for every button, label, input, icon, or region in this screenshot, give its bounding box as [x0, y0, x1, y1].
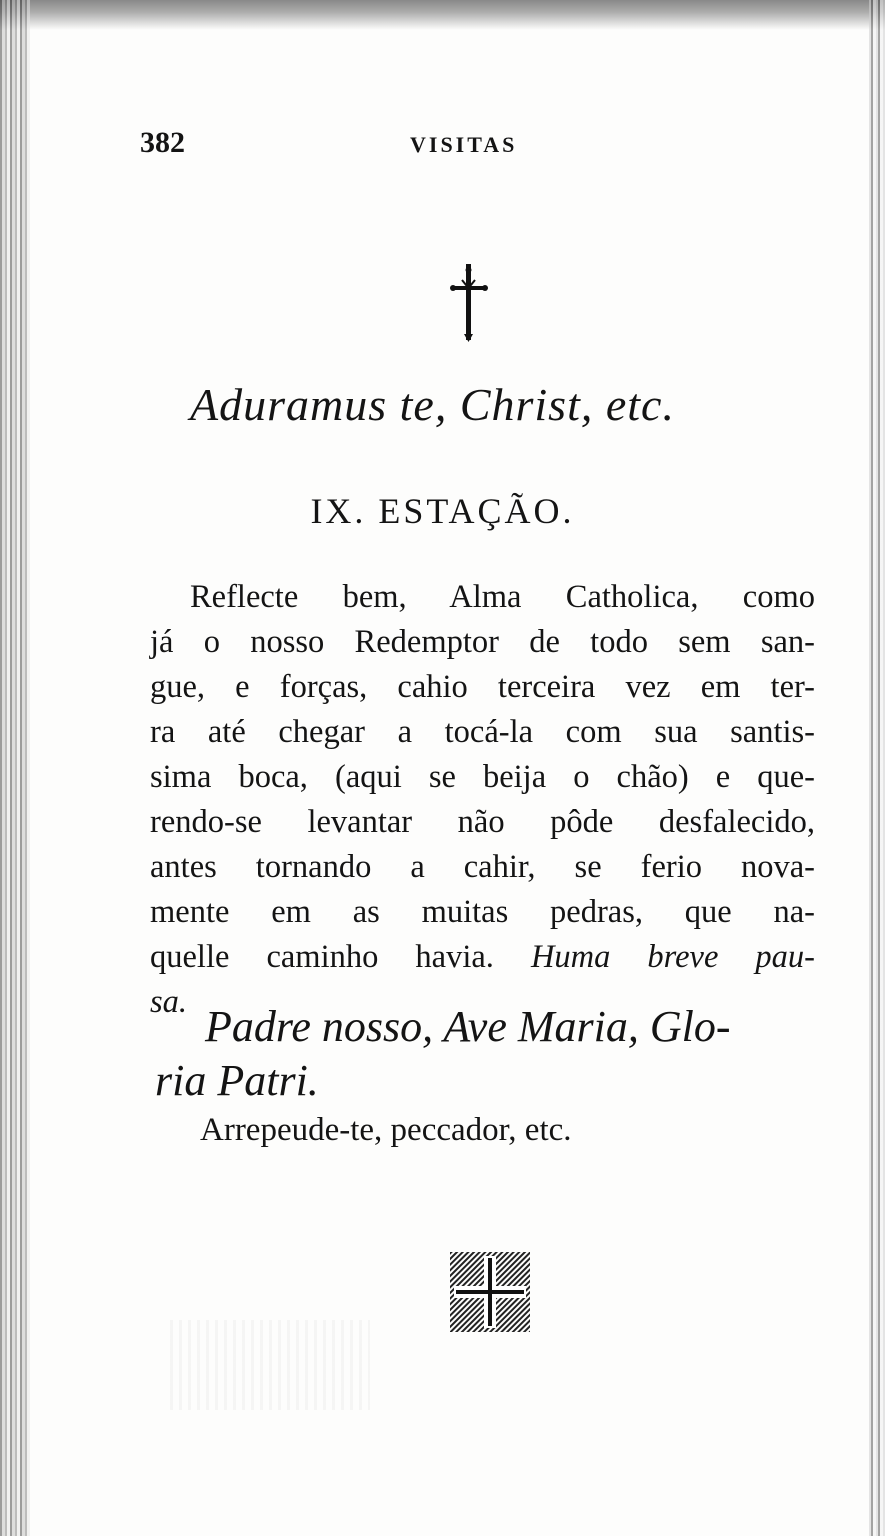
running-head: [140, 126, 560, 166]
page-gutter-edge: [0, 0, 30, 1536]
ornament-icon: [450, 1252, 530, 1332]
station-heading: IX. ESTAÇÃO.: [310, 491, 575, 531]
text-line: ra até chegar a tocá-la com sua santis-: [150, 714, 815, 750]
cross-icon: [445, 262, 493, 344]
text-line: rendo-se levantar não pôde desfalecido,: [150, 804, 815, 840]
text-italic: Huma breve pau-: [530, 939, 816, 975]
text-line: Reflecte bem, Alma Catholica, como: [190, 579, 815, 615]
meditation-text: [150, 575, 815, 1025]
text-line: sima boca, (aqui se beija o chão) e que-: [150, 759, 815, 795]
text-line: já o nosso Redemptor de todo sem san-: [150, 624, 815, 660]
text-tail: sa.: [150, 984, 188, 1020]
bleed-through: [170, 1320, 370, 1410]
page-right-edge: [869, 0, 885, 1536]
prayer-line: Padre nosso, Ave Maria, Glo-: [205, 1002, 731, 1051]
text-line: antes tornando a cahir, se ferio nova-: [150, 849, 815, 885]
page-top-edge: [0, 0, 885, 30]
response-text: Arrepeude-te, peccador, etc.: [200, 1112, 572, 1148]
header-title: VISITAS: [410, 132, 518, 157]
invocation: Aduramus te, Christ, etc.: [190, 379, 675, 430]
prayer-text: [155, 1000, 820, 1108]
text-line: mente em as muitas pedras, que na-: [150, 894, 815, 930]
text-line: gue, e forças, cahio terceira vez em ter-: [150, 669, 815, 705]
prayer-line: ria Patri.: [155, 1056, 319, 1105]
page-number: 382: [140, 126, 185, 159]
text-line-last: [150, 935, 815, 980]
text-plain: quelle caminho havia.: [150, 939, 494, 975]
